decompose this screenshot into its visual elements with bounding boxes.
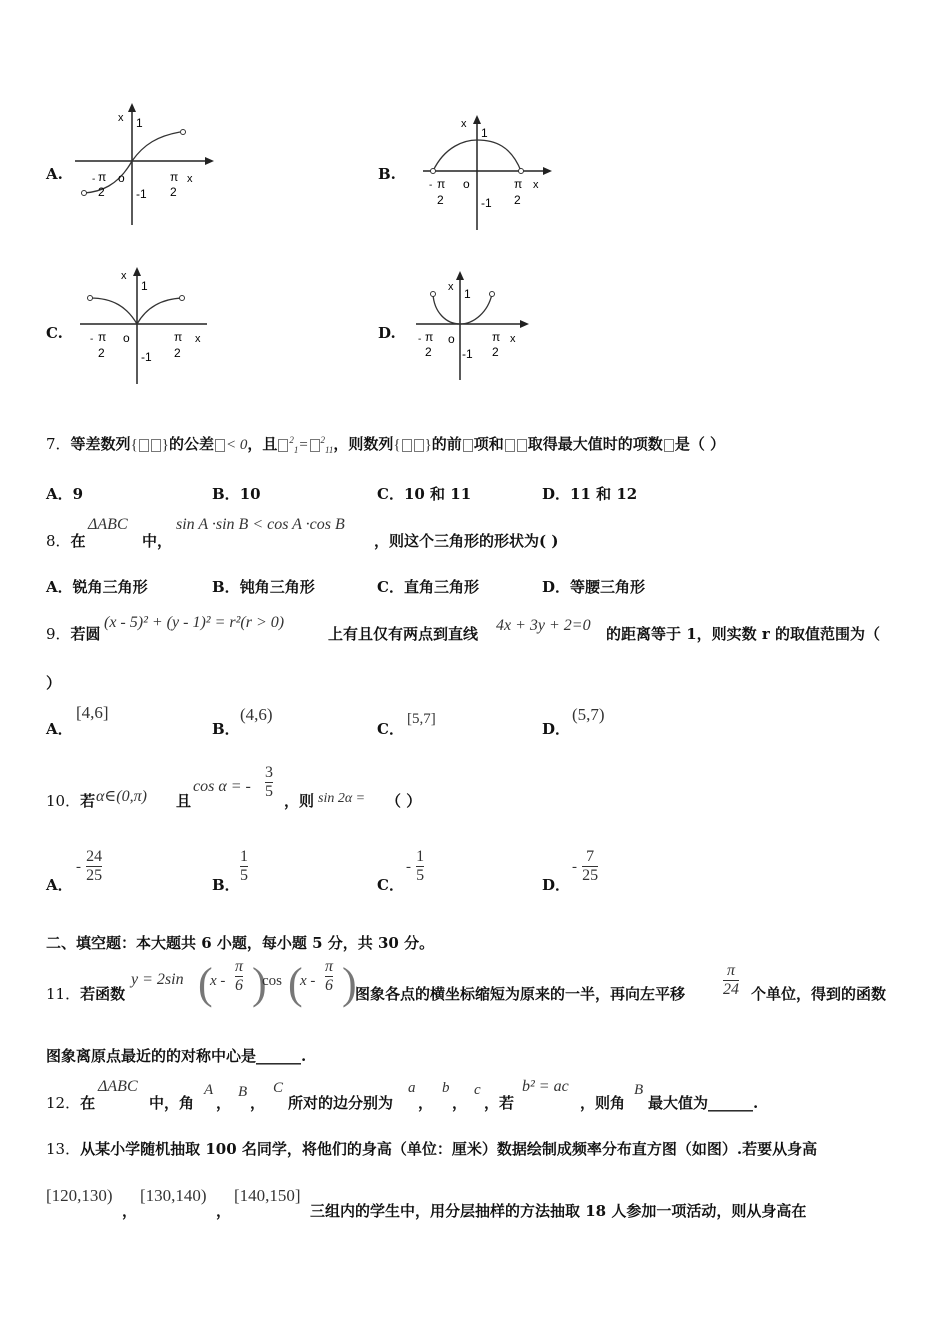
open-endpoint: [519, 169, 524, 174]
tick-pi: π: [437, 177, 446, 191]
q9-option-b[interactable]: B．: [212, 720, 240, 738]
q10-option-b[interactable]: B．: [212, 876, 240, 894]
question-7: 7．等差数列{ }的公差 < 0，且 $^2_1$= $^2_{11}$，则数列{ }的前 项和 取得最大值时的项数 是（ ）: [46, 435, 726, 455]
tick-pi: π: [98, 170, 107, 184]
graph-option-d-label: D.: [378, 324, 396, 342]
tick-label-minus1: -1: [481, 196, 492, 210]
y-axis-arrow: [133, 267, 141, 276]
origin-label: o: [448, 332, 455, 346]
tick-label-minus1: -1: [136, 187, 147, 201]
curve: [433, 294, 492, 324]
tick-2: 2: [170, 185, 177, 199]
x-axis-arrow: [543, 167, 552, 175]
q10-option-d[interactable]: D．: [542, 876, 571, 894]
tick-pi: π: [492, 330, 501, 344]
axis-label-x2: x: [510, 333, 516, 345]
open-endpoint: [88, 296, 93, 301]
tick-label-1: 1: [464, 287, 471, 301]
sin-2alpha: sin 2α =: [318, 791, 366, 806]
q11-line2: 图象离原点最近的的对称中心是______.: [46, 1047, 307, 1065]
q10-option-a[interactable]: A．: [46, 876, 73, 894]
set-brace: { }: [130, 437, 169, 453]
origin-label: o: [118, 171, 125, 185]
line-equation: 4x + 3y + 2=0: [496, 617, 591, 634]
fraction-3-5: $\frac{3}{5}$: [265, 764, 273, 800]
question-9: 9．若圆: [46, 625, 101, 643]
question-8: 8．在: [46, 532, 86, 550]
graph-c: [75, 262, 225, 392]
placeholder-glyph: [215, 439, 225, 452]
question-11: 11．若函数: [46, 985, 126, 1003]
question-13: 13．从某小学随机抽取 100 名同学，将他们的身高（单位：厘米）数据绘制成频率分布直方图（如图）.若要从身高: [46, 1140, 818, 1158]
graph-option-c-label: C.: [46, 324, 63, 342]
open-endpoint: [180, 296, 185, 301]
axis-label-x2: x: [195, 333, 201, 345]
tick-pi: π: [425, 330, 434, 344]
open-endpoint: [431, 169, 436, 174]
interval-130-140: [130,140): [140, 1186, 207, 1205]
graph-a: [70, 100, 220, 230]
graph-option-a-label: A.: [46, 165, 63, 183]
interval-140-150: [140,150]: [234, 1186, 301, 1205]
q10-option-c[interactable]: C．: [377, 876, 404, 894]
tick-pi: π: [170, 170, 179, 184]
tick-2: 2: [437, 193, 444, 207]
tick-2: 2: [514, 193, 521, 207]
axis-label-x2: x: [533, 179, 539, 191]
q7-option-b[interactable]: B．10: [212, 485, 261, 503]
q8-option-c[interactable]: C．直角三角形: [377, 578, 479, 596]
placeholder-glyph: [664, 439, 674, 452]
triangle-abc: ΔABC: [88, 516, 128, 533]
question-10: 10．若: [46, 792, 96, 810]
y-axis-arrow: [473, 115, 481, 124]
y-axis-arrow: [128, 103, 136, 112]
cos-alpha: cos α = -: [193, 778, 251, 795]
axis-label-x: x: [448, 281, 454, 293]
open-endpoint: [490, 292, 495, 297]
circle-equation: (x - 5)² + (y - 1)² = r²(r > 0): [104, 614, 285, 631]
open-endpoint: [181, 130, 186, 135]
tick-label-minus1: -1: [462, 347, 473, 361]
tick-minus: -: [90, 334, 94, 345]
placeholder-glyph: [517, 439, 527, 452]
origin-label: o: [123, 331, 130, 345]
graph-d: [408, 268, 538, 386]
tick-2: 2: [492, 345, 499, 359]
alpha-range: α∈(0,π): [96, 788, 147, 805]
interval-120-130: [120,130): [46, 1186, 113, 1205]
axis-label-x: x: [121, 270, 127, 282]
q8-inequality: sin A ·sin B < cos A ·cos B: [176, 516, 345, 533]
tick-2: 2: [174, 346, 181, 360]
x-axis-arrow: [520, 320, 529, 328]
axis-label-x: x: [118, 112, 124, 124]
q7-option-c[interactable]: C．10 和 11: [377, 485, 472, 503]
open-endpoint: [431, 292, 436, 297]
tick-minus: -: [429, 180, 433, 191]
open-endpoint: [82, 191, 87, 196]
y-axis-arrow: [456, 271, 464, 280]
q7-option-d[interactable]: D．11 和 12: [542, 485, 638, 503]
tick-2: 2: [98, 346, 105, 360]
q9-option-a[interactable]: A．: [46, 720, 73, 738]
question-number: 7．: [46, 435, 71, 453]
tick-pi: π: [514, 177, 523, 191]
axis-label-x2: x: [187, 173, 193, 185]
placeholder-glyph: [278, 439, 288, 452]
tick-pi: π: [98, 330, 107, 344]
tick-label-1: 1: [481, 126, 488, 140]
section-2-title: 二、填空题：本大题共 6 小题，每小题 5 分，共 30 分。: [46, 934, 435, 952]
q8-option-d[interactable]: D．等腰三角形: [542, 578, 646, 596]
q8-option-b[interactable]: B．钝角三角形: [212, 578, 315, 596]
q7-option-a[interactable]: A．9: [46, 485, 84, 503]
tick-pi: π: [174, 330, 183, 344]
placeholder-glyph: [463, 439, 473, 452]
q9-option-c[interactable]: C．: [377, 720, 404, 738]
graph-option-b-label: B.: [378, 165, 396, 183]
tick-label-1: 1: [136, 116, 143, 130]
axis-label-x: x: [461, 118, 467, 130]
origin-label: o: [463, 177, 470, 191]
x-axis-arrow: [205, 157, 214, 165]
graph-b: [415, 110, 565, 235]
tick-label-minus1: -1: [141, 350, 152, 364]
tick-minus: -: [92, 174, 96, 185]
tick-label-1: 1: [141, 279, 148, 293]
tick-2: 2: [425, 345, 432, 359]
q8-option-a[interactable]: A．锐角三角形: [46, 578, 148, 596]
curve: [90, 298, 182, 324]
placeholder-glyph: [310, 439, 320, 452]
tick-2: 2: [98, 185, 105, 199]
tick-minus: -: [418, 334, 422, 345]
q9-option-d[interactable]: D．: [542, 720, 571, 738]
question-12: 12．在: [46, 1094, 96, 1112]
placeholder-glyph: [505, 439, 515, 452]
